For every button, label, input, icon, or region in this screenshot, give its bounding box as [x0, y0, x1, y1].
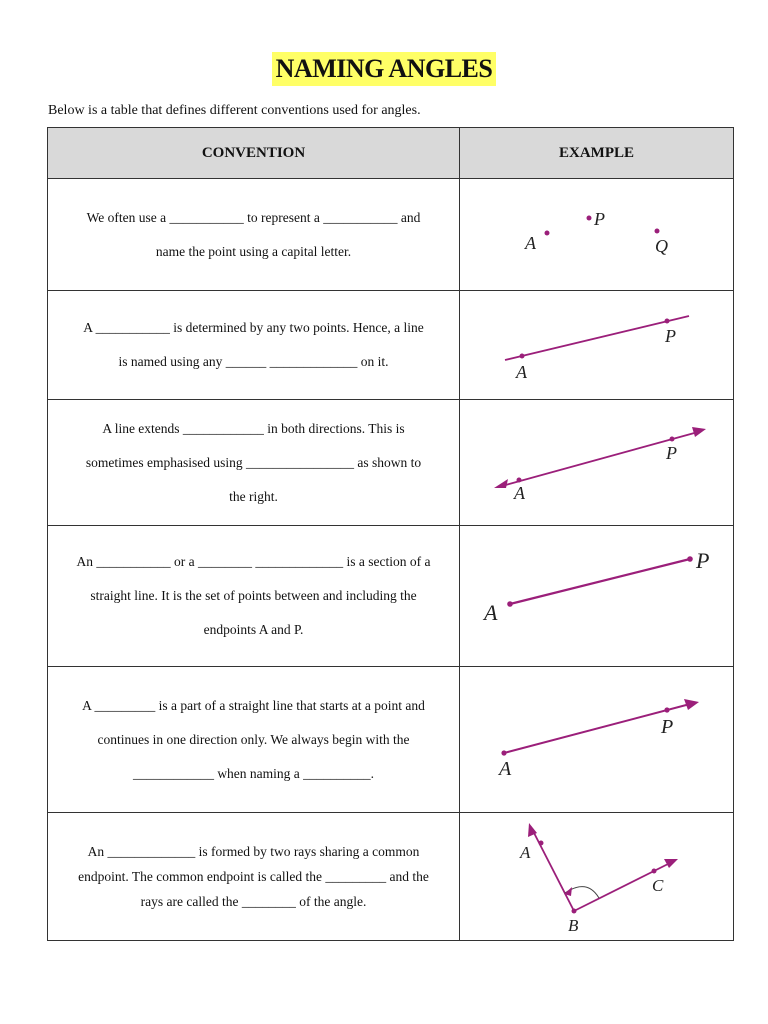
- conventions-table: [47, 127, 734, 941]
- convention-line: A line extends ____________ in both directions. This is: [102, 420, 405, 436]
- table-row: [48, 813, 734, 941]
- point-b-dot: [571, 908, 576, 913]
- header-example: EXAMPLE: [460, 128, 734, 179]
- point-a-dot: [544, 230, 549, 235]
- title-wrap: [0, 52, 768, 86]
- table-header-row: [48, 128, 734, 179]
- point-a-dot: [507, 601, 513, 607]
- angle-diagram: [462, 815, 732, 939]
- example-cell: [460, 179, 734, 291]
- point-p-label: P: [593, 208, 605, 229]
- point-p-label: P: [660, 715, 673, 738]
- point-a-dot: [516, 477, 521, 482]
- example-cell: [460, 667, 734, 813]
- example-cell: [460, 400, 734, 526]
- convention-cell: [48, 667, 460, 813]
- point-a-dot: [519, 353, 524, 358]
- line-segment: [505, 316, 689, 360]
- example-cell: [460, 291, 734, 400]
- point-a-label: A: [513, 482, 525, 503]
- point-q-dot: [654, 228, 659, 233]
- right-arrowhead-icon: [692, 427, 706, 437]
- point-p-label: P: [695, 547, 709, 573]
- example-cell: [460, 813, 734, 941]
- intro-text: Below is a table that defines different conventions used for angles.: [48, 103, 421, 118]
- line-arrows-diagram: [462, 402, 732, 524]
- point-a-dot: [538, 840, 543, 845]
- convention-line: A ___________ is determined by any two points. Hence, a line: [83, 320, 424, 335]
- ray-diagram: [462, 669, 732, 811]
- convention-cell: [48, 179, 460, 291]
- convention-cell: [48, 813, 460, 941]
- convention-cell: [48, 526, 460, 667]
- point-c-dot: [651, 868, 656, 873]
- table-row: [48, 400, 734, 526]
- convention-line: name the point using a capital letter.: [155, 243, 352, 259]
- ray-bc-arrowhead-icon: [664, 859, 678, 868]
- point-p-dot: [664, 318, 669, 323]
- point-p-label: P: [665, 442, 677, 463]
- convention-line: is named using any ______ _____________ on it.: [118, 354, 389, 369]
- convention-cell: [48, 291, 460, 400]
- convention-line: continues in one direction only. We always begin with the: [97, 731, 410, 747]
- convention-line: sometimes emphasised using ________________ as shown to: [85, 454, 422, 470]
- convention-line: An ___________ or a ________ _____________ is a section of a: [76, 554, 431, 569]
- point-p-label: P: [664, 325, 676, 346]
- table-row: [48, 526, 734, 667]
- left-arrowhead-icon: [494, 479, 508, 488]
- ray-ba: [532, 829, 574, 911]
- point-p-dot: [687, 556, 693, 562]
- convention-line: endpoint. The common endpoint is called the _________ and the: [78, 869, 429, 884]
- point-a-label: A: [515, 361, 527, 382]
- point-a-label: A: [519, 842, 530, 862]
- table-row: [48, 291, 734, 400]
- convention-line: We often use a ___________ to represent a ___________ and: [86, 209, 421, 225]
- point-a-dot: [501, 750, 506, 755]
- convention-line: rays are called the ________ of the angle.: [140, 894, 367, 909]
- point-c-label: C: [651, 875, 663, 895]
- page-title: NAMING ANGLES: [272, 52, 497, 86]
- convention-cell: [48, 400, 460, 526]
- point-p-dot: [586, 215, 591, 220]
- convention-line: An _____________ is formed by two rays sharing a common: [87, 844, 420, 859]
- convention-line: straight line. It is the set of points between and including the: [90, 588, 417, 603]
- point-p-dot: [669, 436, 674, 441]
- segment-diagram: [462, 528, 732, 665]
- point-b-label: B: [567, 915, 578, 935]
- convention-line: endpoints A and P.: [203, 622, 304, 637]
- convention-line: the right.: [229, 488, 278, 504]
- line-diagram: [462, 293, 732, 398]
- convention-line: ____________ when naming a __________.: [132, 765, 375, 781]
- point-p-dot: [664, 707, 669, 712]
- points-diagram: [462, 181, 732, 289]
- ray-arrowhead-icon: [684, 699, 699, 710]
- convention-line: A _________ is a part of a straight line that starts at a point and: [82, 697, 425, 713]
- header-convention: CONVENTION: [48, 128, 460, 179]
- point-q-label: Q: [654, 235, 668, 256]
- point-a-label: A: [498, 757, 511, 780]
- example-cell: [460, 526, 734, 667]
- table-row: [48, 179, 734, 291]
- table-row: [48, 667, 734, 813]
- segment: [510, 559, 690, 604]
- point-a-label: A: [483, 599, 497, 625]
- point-a-label: A: [524, 232, 536, 253]
